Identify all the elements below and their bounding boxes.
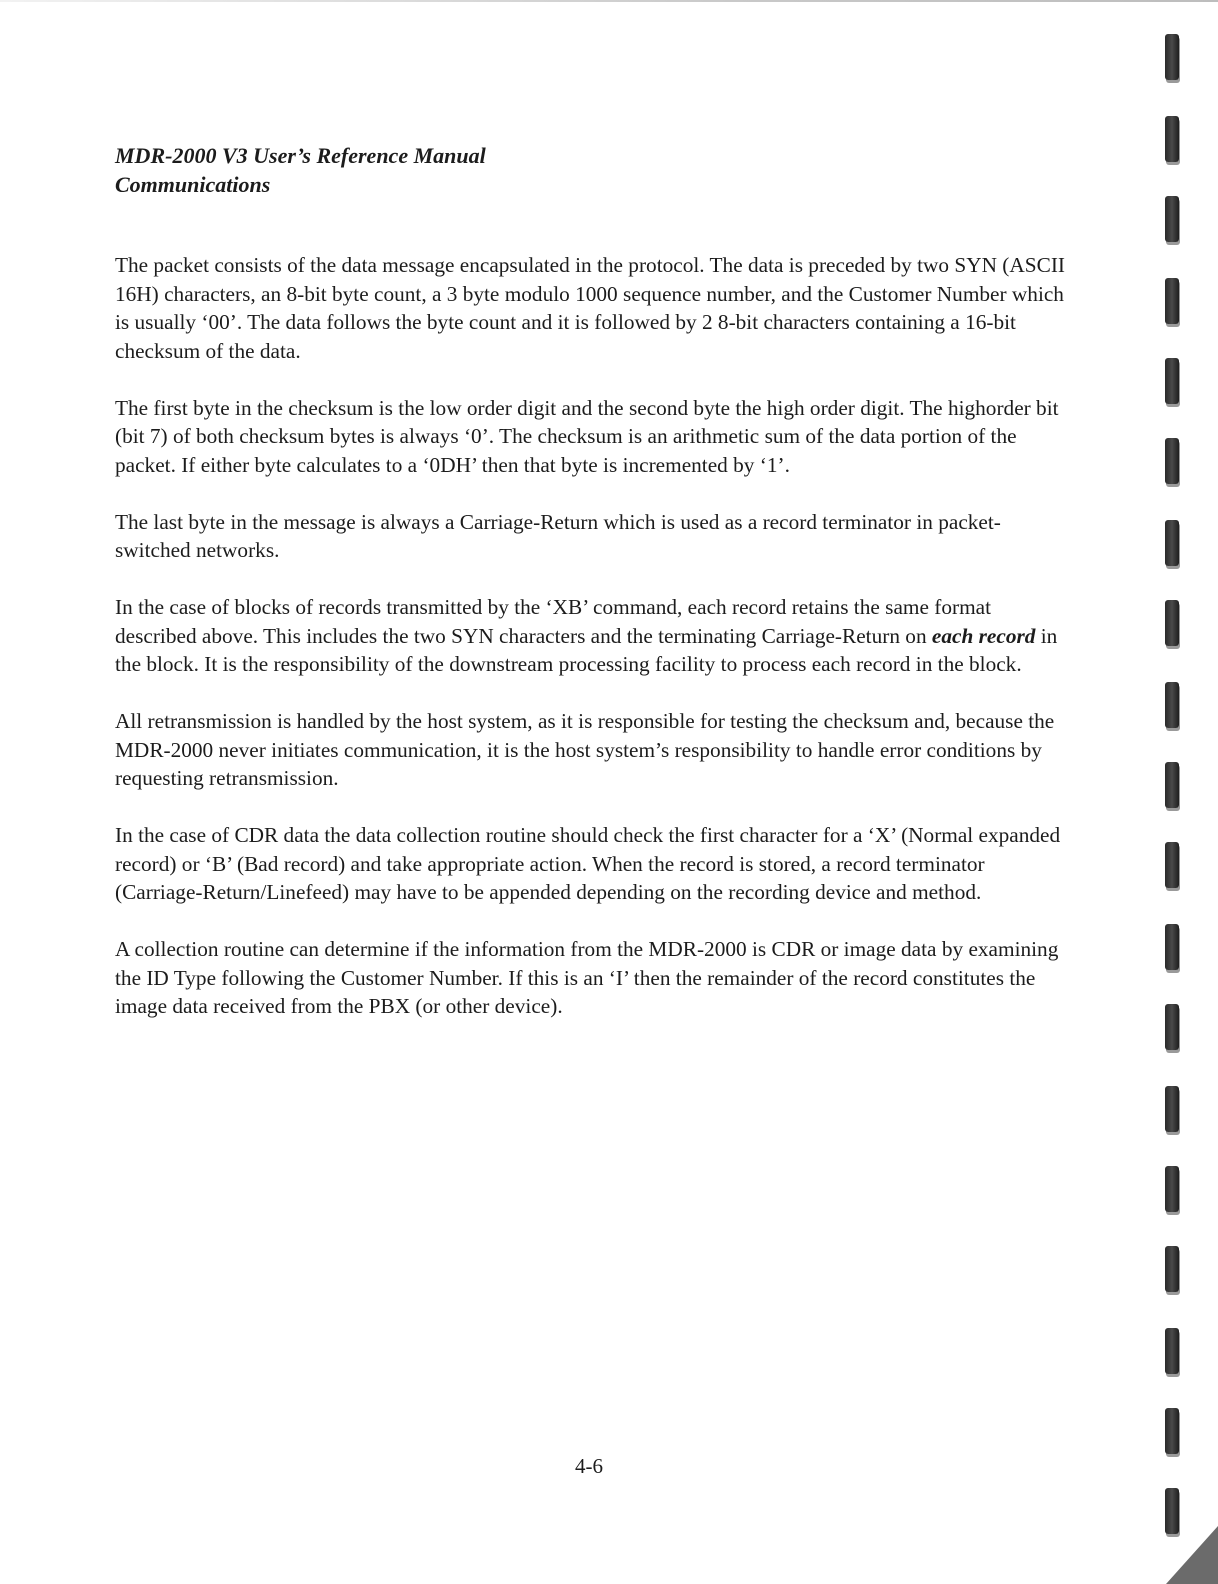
paragraph-xb-text-2: in the block. It is the responsibility of the downstream processing facility to process each record in the block. (115, 623, 1058, 676)
paragraph-xb-command (115, 593, 1065, 679)
binding-holes (1159, 0, 1199, 1584)
page-number: 4-6 (575, 1454, 603, 1478)
paragraph-xb-text-1: In the case of blocks of records transmitted by the ‘XB’ command, each record retains the same format described above. This includes the two SYN characters and the terminating Carriage-Return on (115, 595, 992, 648)
page-corner-fold (1166, 1526, 1218, 1584)
binding-hole (1165, 1408, 1179, 1454)
binding-hole (1165, 278, 1179, 324)
paragraph-xb-emphasis: each record (931, 623, 1036, 648)
binding-hole (1165, 1086, 1179, 1132)
paragraph-retransmission: All retransmission is handled by the host system, as it is responsible for testing the checksum and, because the MDR-2000 never initiates communication, it is the host system’s responsibility to handle error conditions by requesting retransmission. (115, 709, 1055, 790)
binding-hole (1165, 196, 1179, 242)
binding-hole (1165, 762, 1179, 808)
section-title: Communications (115, 172, 271, 197)
binding-hole (1165, 116, 1179, 162)
paragraph-checksum: The first byte in the checksum is the low order digit and the second byte the high order digit. The highorder bit (bit 7) of both checksum bytes is always ‘0’. The checksum is an arithmetic sum of the data portion of the packet. If either byte calculates to a ‘0DH’ then that byte is incremented by ‘1’. (115, 395, 1059, 477)
binding-hole (1165, 842, 1179, 888)
page-header (115, 141, 486, 199)
manual-title: MDR-2000 V3 User’s Reference Manual (115, 143, 486, 168)
binding-hole (1165, 682, 1179, 728)
binding-hole (1165, 1246, 1179, 1292)
binding-hole (1165, 358, 1179, 404)
paragraph-packet-structure: The packet consists of the data message encapsulated in the protocol. The data is preceded by two SYN (ASCII 16H) characters, an 8-bit byte count, a 3 byte modulo 1000 sequence number, and the Customer Number which is usually ‘00’. The data follows the byte count and it is followed by 2 8-bit characters containing a 16-bit checksum of the data. (115, 253, 1065, 363)
binding-hole (1165, 1004, 1179, 1050)
paragraph-last-byte: The last byte in the message is always a Carriage-Return which is used as a record terminator in packet-switched networks. (115, 509, 1001, 562)
binding-hole (1165, 438, 1179, 484)
scan-edge (0, 0, 1218, 2)
binding-hole (1165, 924, 1179, 970)
binding-hole (1165, 1328, 1179, 1374)
paragraph-cdr-data: In the case of CDR data the data collection routine should check the first character for a ‘X’ (Normal expanded record) or ‘B’ (Bad record) and take appropriate action. When the record is stored, a record terminator (Carriage-Return/Linefeed) may have to be appended depending on the recording device and method. (115, 823, 1061, 904)
binding-hole (1165, 34, 1179, 80)
binding-hole (1165, 600, 1179, 646)
paragraph-collection-routine: A collection routine can determine if the information from the MDR-2000 is CDR or image data by examining the ID Type following the Customer Number. If this is an ‘I’ then the remainder of the record constitutes the image data received from the PBX (or other device). (115, 937, 1059, 1018)
body-text (115, 251, 1065, 1049)
binding-hole (1165, 520, 1179, 566)
binding-hole (1165, 1166, 1179, 1212)
